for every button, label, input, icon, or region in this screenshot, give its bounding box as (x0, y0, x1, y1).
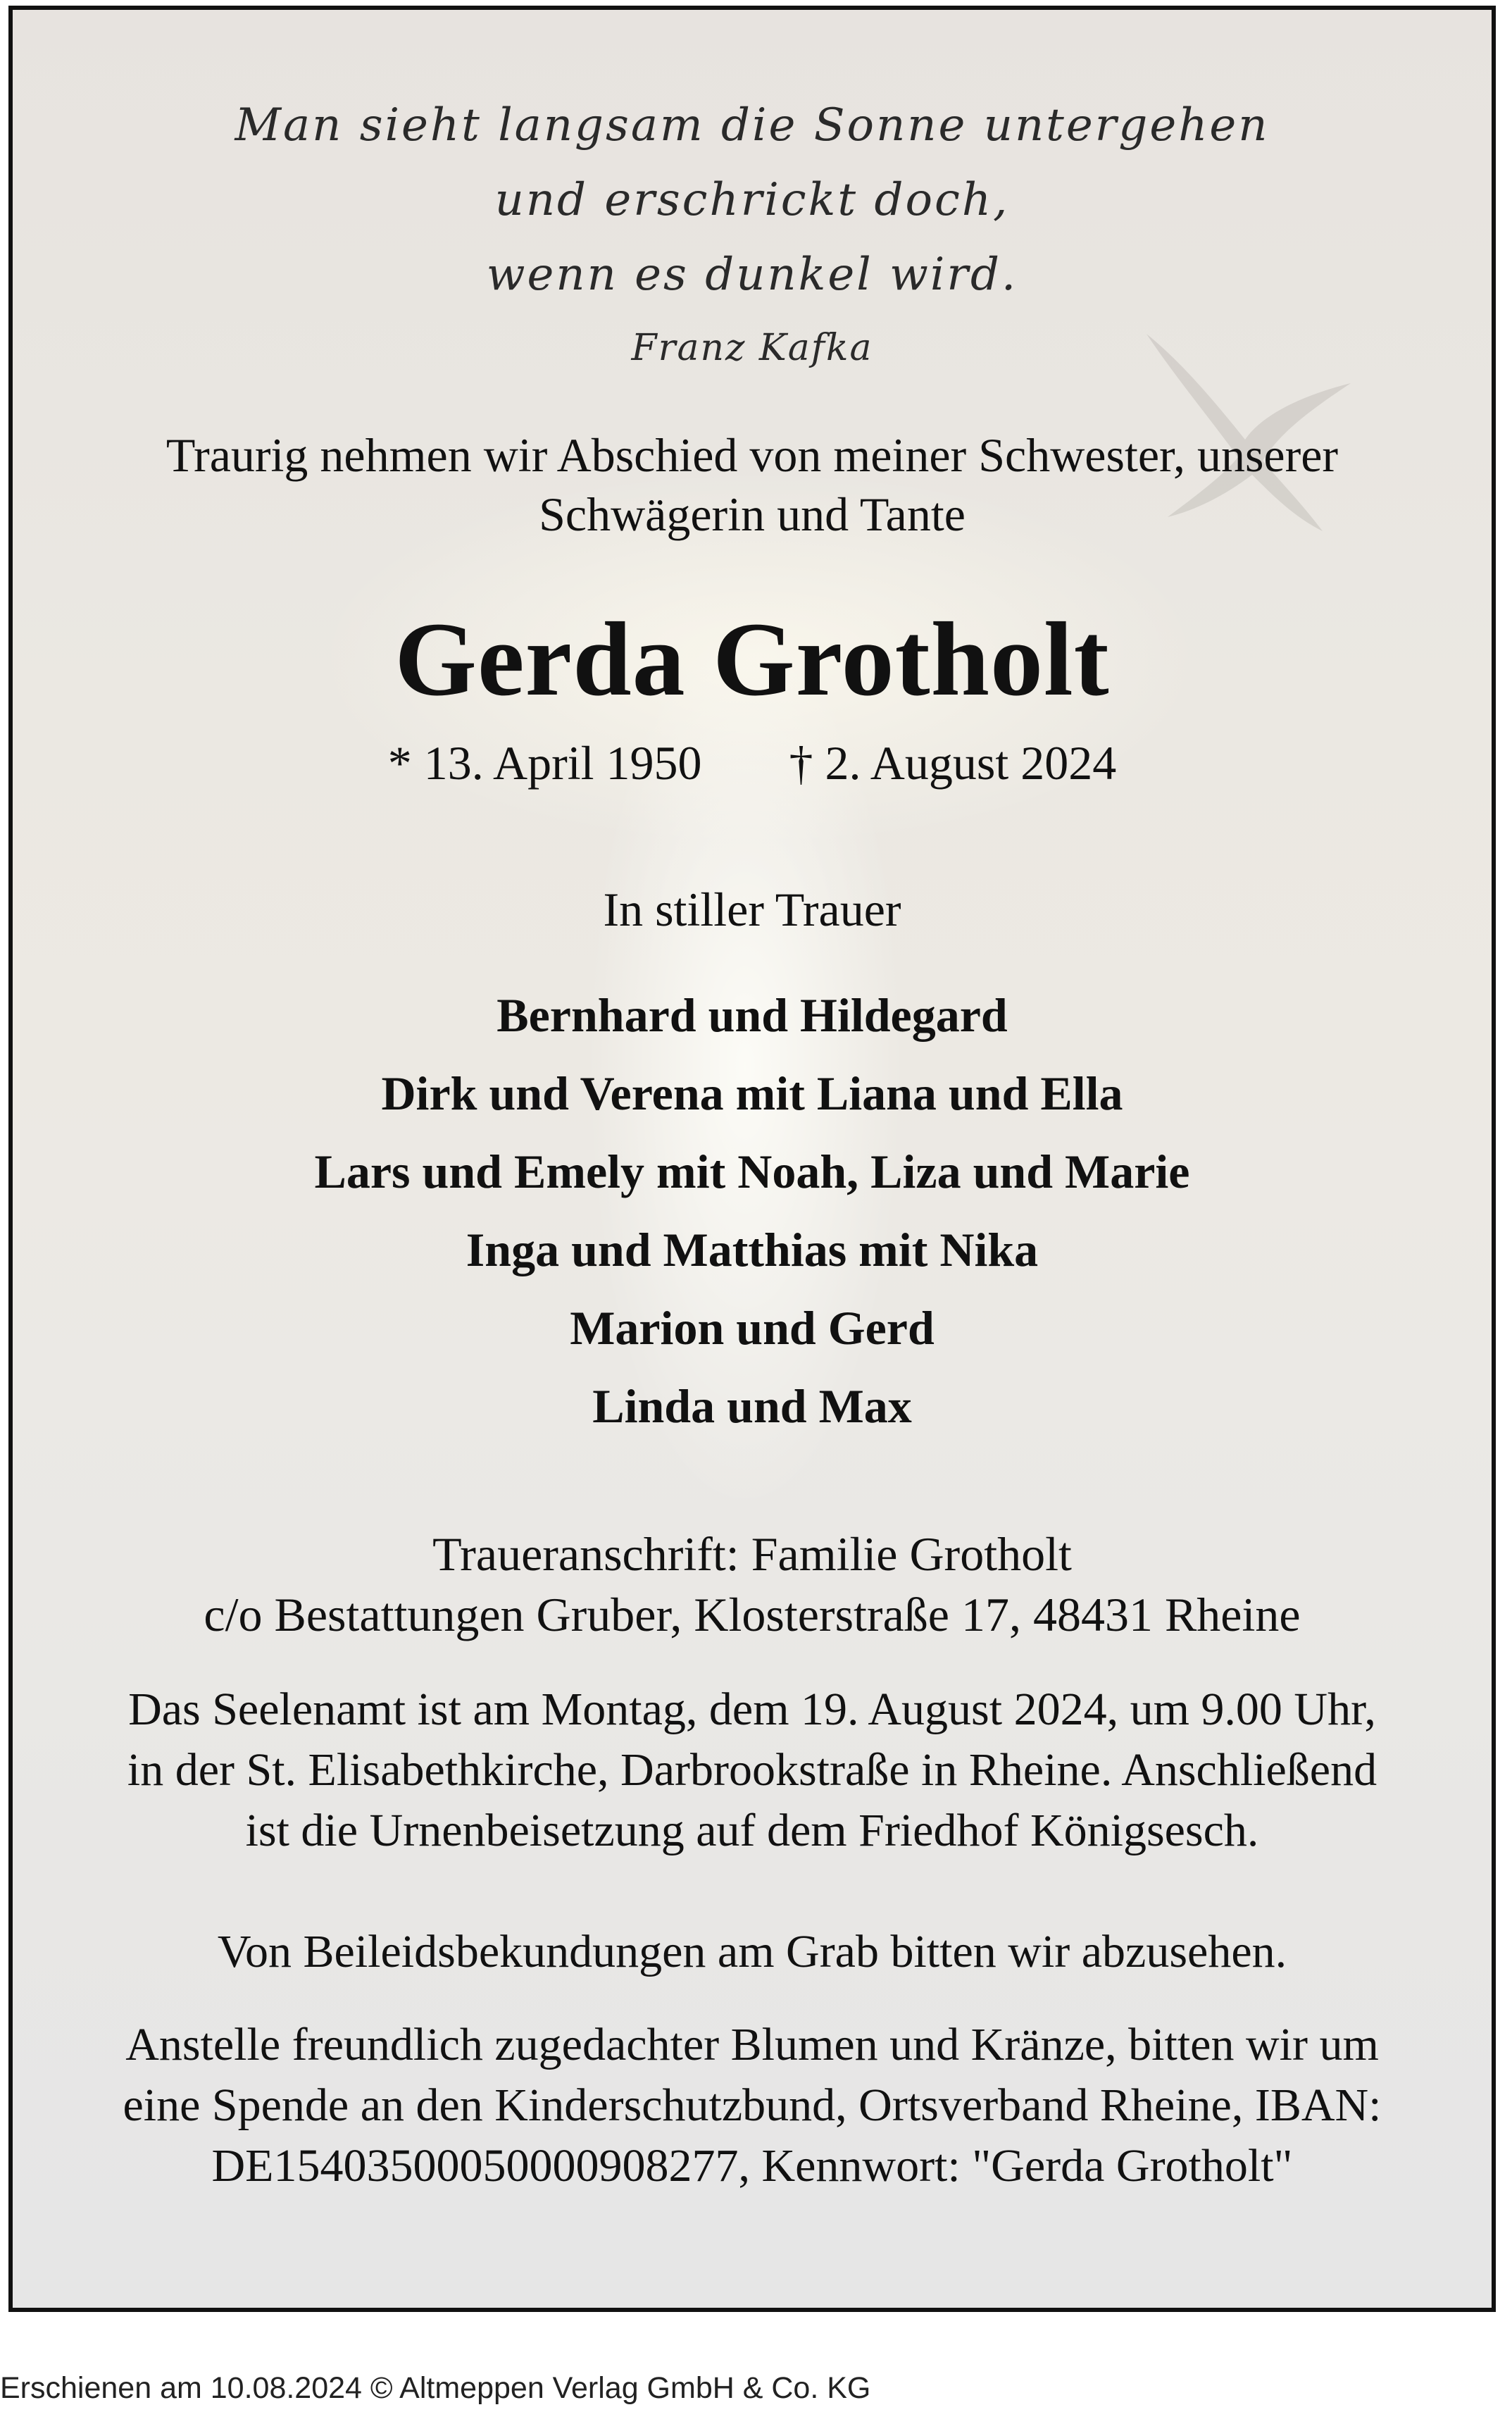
address-line-1: Traueranschrift: Familie Grotholt (432, 1527, 1072, 1581)
mourner-line: Marion und Gerd (570, 1301, 935, 1355)
birth-date: * 13. April 1950 (387, 736, 702, 790)
service-info: Das Seelenamt ist am Montag, dem 19. August 2024, um 9.00 Uhr, in der St. Elisabethkirche, Darbrookstraße in Rheine. Anschließend ist die Urnenbeisetzung auf dem Friedhof Königsesch. (127, 1684, 1377, 1856)
mourner-line: Dirk und Verena mit Liana und Ella (381, 1067, 1123, 1120)
obituary-card (8, 6, 1496, 2312)
life-dates (13, 735, 1492, 791)
mourning-heading: In stiller Trauer (603, 883, 901, 936)
mourner-line: Bernhard und Hildegard (496, 988, 1008, 1042)
quote-line-3: wenn es dunkel wird. (486, 249, 1018, 301)
mourner-line: Lars und Emely mit Noah, Liza und Marie (314, 1145, 1190, 1198)
death-date: † 2. August 2024 (789, 736, 1117, 790)
quote-line-1: Man sieht langsam die Sonne untergehen (235, 99, 1270, 151)
intro-line-1: Traurig nehmen wir Abschied von meiner Schwester, unserer (165, 428, 1339, 482)
publication-footer: Erschienen am 10.08.2024 © Altmeppen Verlag GmbH & Co. KG (0, 2371, 871, 2405)
deceased-name: Gerda Grotholt (394, 601, 1110, 718)
mourner-line: Linda und Max (592, 1379, 912, 1433)
quote-line-2: und erschrickt doch, (494, 174, 1010, 226)
address-line-2: c/o Bestattungen Gruber, Klosterstraße 17, 48431 Rheine (204, 1588, 1301, 1641)
mourner-line: Inga und Matthias mit Nika (466, 1223, 1039, 1276)
condolence-note: Von Beileidsbekundungen am Grab bitten wir abzusehen. (217, 1926, 1287, 1977)
quote-author: Franz Kafka (631, 327, 873, 369)
donation-request: Anstelle freundlich zugedachter Blumen und Kränze, bitten wir um eine Spende an den Kinderschutzbund, Ortsverband Rheine, IBAN: DE15403500050000908277, Kennwort: "Gerda Grotholt" (123, 2019, 1382, 2192)
intro-line-2: Schwägerin und Tante (539, 487, 966, 541)
